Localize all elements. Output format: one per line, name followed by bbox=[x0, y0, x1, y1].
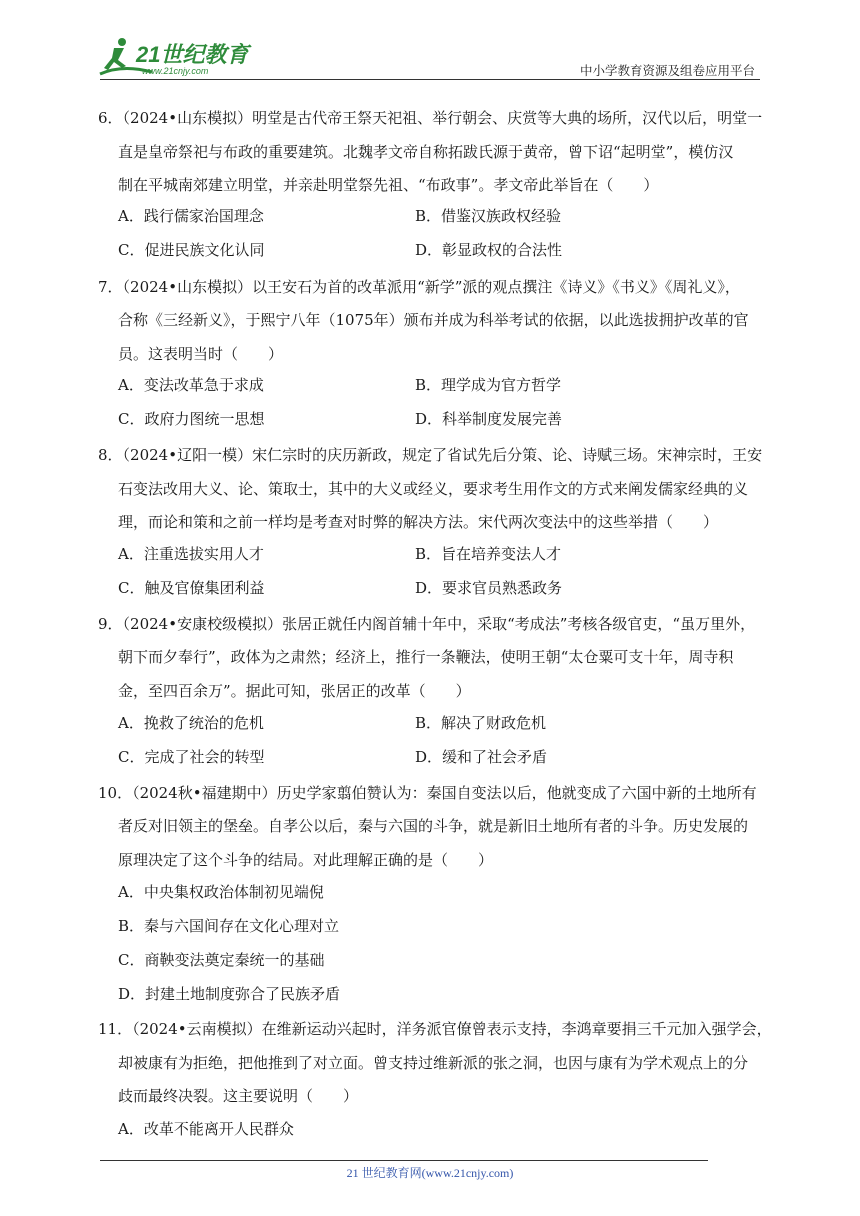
question-8-option-c[interactable]: C．触及官僚集团利益 bbox=[118, 579, 265, 597]
question-7-option-c[interactable]: C．政府力图统一思想 bbox=[118, 410, 265, 428]
question-7-line-1: 7．（2024•山东模拟）以王安石为首的改革派用“新学”派的观点撰注《诗义》《书义》《周礼义》， bbox=[98, 278, 740, 296]
question-6-option-b[interactable]: B．借鉴汉族政权经验 bbox=[415, 207, 562, 225]
question-8-option-d[interactable]: D．要求官员熟悉政务 bbox=[415, 579, 563, 597]
question-8-option-b[interactable]: B．旨在培养变法人才 bbox=[415, 545, 562, 563]
question-7-line-3: 员。这表明当时（ ） bbox=[118, 345, 284, 363]
question-10-line-3: 原理决定了这个斗争的结局。对此理解正确的是（ ） bbox=[118, 851, 494, 869]
question-9-option-d[interactable]: D．缓和了社会矛盾 bbox=[415, 748, 548, 766]
question-6-option-a[interactable]: A．践行儒家治国理念 bbox=[118, 207, 264, 225]
question-11-line-2: 却被康有为拒绝，把他推到了对立面。曾支持过维新派的张之洞，也因与康有为学术观点上的分 bbox=[118, 1054, 749, 1072]
logo bbox=[92, 36, 262, 80]
question-6-line-1: 6．（2024•山东模拟）明堂是古代帝王祭天祀祖、举行朝会、庆赏等大典的场所，汉代以后，明堂一 bbox=[98, 109, 763, 127]
svg-text:www.21cnjy.com: www.21cnjy.com bbox=[142, 66, 209, 76]
header-divider bbox=[100, 79, 760, 80]
question-11-line-1: 11．（2024•云南模拟）在维新运动兴起时，洋务派官僚曾表示支持，李鸿章要捐三千元加入强学会， bbox=[98, 1020, 772, 1038]
question-8-line-3: 理，而论和策和之前一样均是考查对时弊的解决方法。宋代两次变法中的这些举措（ ） bbox=[118, 513, 719, 531]
question-6-line-3: 制在平城南郊建立明堂，并亲赴明堂祭先祖、“布政事”。孝文帝此举旨在（ ） bbox=[118, 176, 659, 194]
question-11-line-3: 歧而最终决裂。这主要说明（ ） bbox=[118, 1087, 359, 1105]
question-6-option-d[interactable]: D．彰显政权的合法性 bbox=[415, 241, 563, 259]
footer-text[interactable]: 21 世纪教育网(www.21cnjy.com) bbox=[346, 1166, 514, 1180]
svg-text:21世纪教育: 21世纪教育 bbox=[136, 42, 249, 67]
question-9-line-1: 9．（2024•安康校级模拟）张居正就任内阁首辅十年中，采取“考成法”考核各级官吏，“虽万里外， bbox=[98, 615, 756, 633]
logo-runner-icon bbox=[92, 36, 262, 80]
question-11-option-a[interactable]: A．改革不能离开人民群众 bbox=[118, 1120, 294, 1138]
page-header bbox=[0, 0, 860, 80]
question-10-option-d[interactable]: D．封建土地制度弥合了民族矛盾 bbox=[118, 985, 341, 1003]
question-7-option-b[interactable]: B．理学成为官方哲学 bbox=[415, 376, 562, 394]
question-7-line-2: 合称《三经新义》，于熙宁八年（1075年）颁布并成为科举考试的依据，以此选拔拥护改革的官 bbox=[118, 311, 749, 329]
question-6-line-2: 直是皇帝祭祀与布政的重要建筑。北魏孝文帝自称拓跋氏源于黄帝，曾下诏“起明堂”，模仿汉 bbox=[118, 143, 734, 161]
question-10-option-a[interactable]: A．中央集权政治体制初见端倪 bbox=[118, 883, 324, 901]
question-10-line-2: 者反对旧领主的堡垒。自孝公以后，秦与六国的斗争，就是新旧土地所有者的斗争。历史发展的 bbox=[118, 817, 749, 835]
question-10-option-c[interactable]: C．商鞅变法奠定秦统一的基础 bbox=[118, 951, 325, 969]
question-8-line-1: 8．（2024•辽阳一模）宋仁宗时的庆历新政，规定了省试先后分策、论、诗赋三场。宋神宗时，王安 bbox=[98, 446, 763, 464]
question-9-option-b[interactable]: B．解决了财政危机 bbox=[415, 714, 547, 732]
footer-divider bbox=[100, 1160, 708, 1161]
question-8-option-a[interactable]: A．注重选拔实用人才 bbox=[118, 545, 264, 563]
question-9-line-3: 金，至四百余万”。据此可知，张居正的改革（ ） bbox=[118, 682, 471, 700]
question-6-option-c[interactable]: C．促进民族文化认同 bbox=[118, 241, 265, 259]
question-8-line-2: 石变法改用大义、论、策取士，其中的大义或经义，要求考生用作文的方式来阐发儒家经典的义 bbox=[118, 480, 749, 498]
question-7-option-a[interactable]: A．变法改革急于求成 bbox=[118, 376, 264, 394]
question-10-line-1: 10．（2024秋•福建期中）历史学家翦伯赞认为：秦国自变法以后，他就变成了六国中新的土地所有 bbox=[98, 784, 757, 802]
question-9-option-c[interactable]: C．完成了社会的转型 bbox=[118, 748, 265, 766]
question-9-option-a[interactable]: A．挽救了统治的危机 bbox=[118, 714, 264, 732]
question-10-option-b[interactable]: B．秦与六国间存在文化心理对立 bbox=[118, 917, 340, 935]
platform-title: 中小学教育资源及组卷应用平台 bbox=[579, 63, 755, 78]
question-7-option-d[interactable]: D．科举制度发展完善 bbox=[415, 410, 563, 428]
question-9-line-2: 朝下而夕奉行”，政体为之肃然；经济上，推行一条鞭法，使明王朝“太仓粟可支十年，周寺积 bbox=[118, 648, 734, 666]
